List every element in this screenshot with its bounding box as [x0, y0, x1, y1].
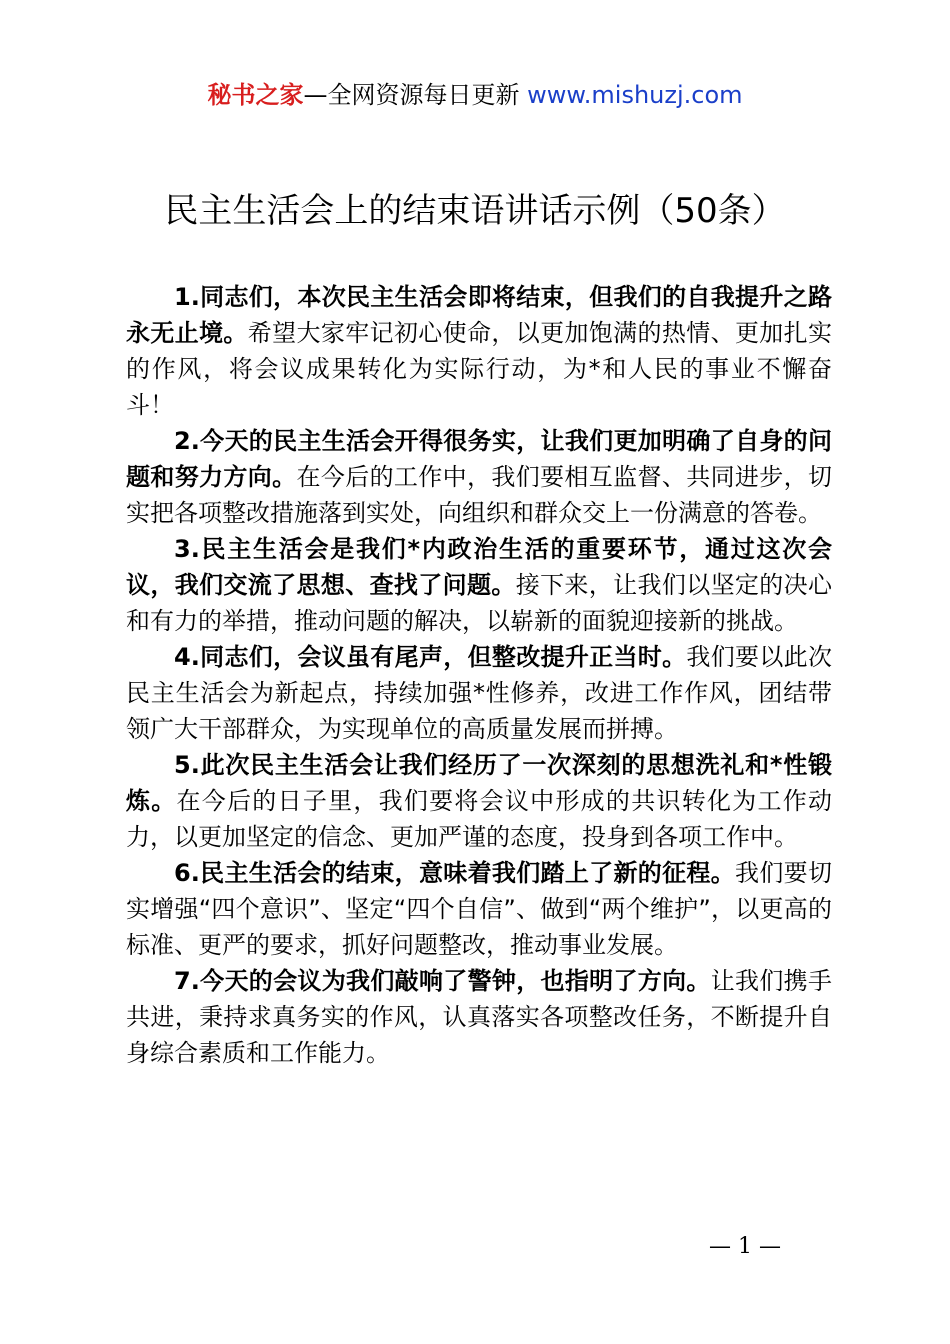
item-body: 接下来，让我们以坚定的决心和有力的举措，推动问题的解决，以崭新的面貌迎接新的挑战。 [126, 571, 833, 635]
list-item [126, 963, 832, 1071]
item-lead: 2.今天的民主生活会开得很务实，让我们更加明确了自身的问题和努力方向。 [126, 427, 832, 491]
item-body: 在今后的日子里，我们要将会议中形成的共识转化为工作动力，以更加坚定的信念、更加严谨的态度，投身到各项工作中。 [126, 787, 833, 851]
item-body: 让我们携手共进，秉持求真务实的作风，认真落实各项整改任务，不断提升自身综合素质和工作能力。 [126, 967, 832, 1067]
item-lead: 7.今天的会议为我们敲响了警钟，也指明了方向。 [174, 967, 711, 995]
header-tagline: —全网资源每日更新 [303, 81, 520, 109]
list-item [126, 423, 832, 531]
list-item [126, 639, 832, 747]
item-body: 我们要切实增强“四个意识”、坚定“四个自信”、做到“两个维护”，以更高的标准、更严的要求，抓好问题整改，推动事业发展。 [126, 859, 832, 959]
document-title: 民主生活会上的结束语讲话示例（50条） [164, 191, 786, 231]
site-url[interactable]: www.mishuzj.com [519, 81, 743, 109]
item-lead: 3.民主生活会是我们*内政治生活的重要环节，通过这次会议，我们交流了思想、查找了问题。 [126, 535, 832, 599]
list-item [126, 279, 832, 423]
list-item [126, 531, 832, 639]
item-lead: 1.同志们，本次民主生活会即将结束，但我们的自我提升之路永无止境。 [126, 283, 832, 347]
document-body [126, 279, 832, 1071]
site-header [0, 78, 950, 112]
item-body: 在今后的工作中，我们要相互监督、共同进步，切实把各项整改措施落到实处，向组织和群众交上一份满意的答卷。 [126, 463, 832, 527]
item-lead: 6.民主生活会的结束，意味着我们踏上了新的征程。 [174, 859, 736, 887]
list-item [126, 855, 832, 963]
list-item [126, 747, 832, 855]
item-lead: 5.此次民主生活会让我们经历了一次深刻的思想洗礼和*性锻炼。 [126, 751, 832, 815]
item-lead: 4.同志们，会议虽有尾声，但整改提升正当时。 [174, 643, 687, 671]
brand-name: 秘书之家 [207, 81, 304, 109]
item-body: 我们要以此次民主生活会为新起点，持续加强*性修养，改进工作作风，团结带领广大干部群众，为实现单位的高质量发展而拼搏。 [126, 643, 832, 743]
page-number: — 1 — [709, 1234, 781, 1259]
item-body: 希望大家牢记初心使命，以更加饱满的热情、更加扎实的作风，将会议成果转化为实际行动，为*和人民的事业不懈奋斗！ [126, 319, 833, 419]
